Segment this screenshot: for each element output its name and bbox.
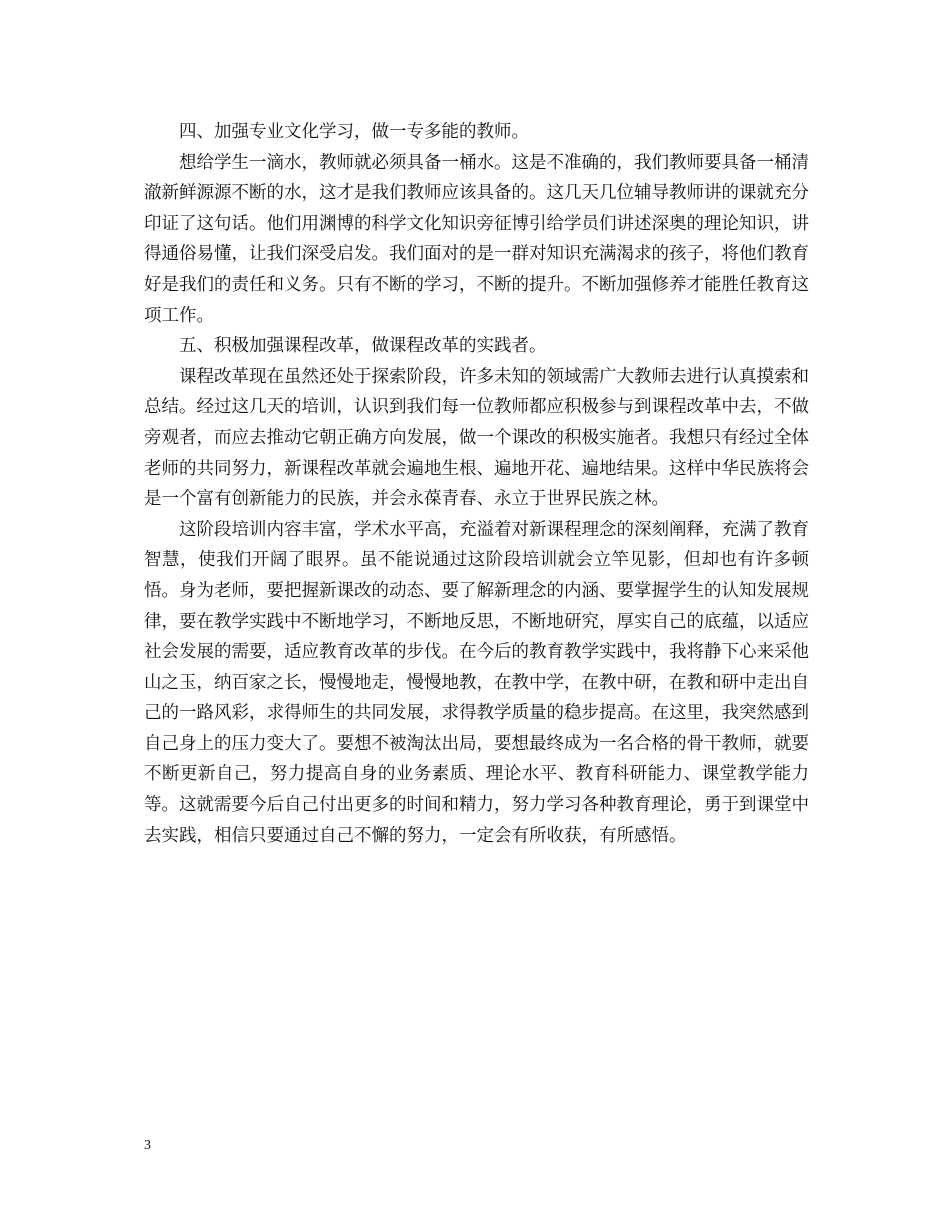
body-paragraph: 课程改革现在虽然还处于探索阶段，许多未知的领域需广大教师去进行认真摸索和总结。经过这几天的培训，认识到我们每一位教师都应积极参与到课程改革中去，不做旁观者，而应去推动它朝正确方向发展，做一个课改的积极实施者。我想只有经过全体老师的共同努力，新课程改革就会遍地生根、遍地开花、遍地结果。这样中华民族将会是一个富有创新能力的民族，并会永葆青春、永立于世界民族之林。 — [144, 366, 809, 510]
document-body — [144, 117, 809, 851]
page-number: 3 — [144, 1138, 151, 1153]
section-heading-five: 五、积极加强课程改革，做课程改革的实践者。 — [179, 336, 547, 357]
body-paragraph: 想给学生一滴水，教师就必须具备一桶水。这是不准确的，我们教师要具备一桶清澈新鲜源源不断的水，这才是我们教师应该具备的。这几天几位辅导教师讲的课就充分印证了这句话。他们用渊博的科学文化知识旁征博引给学员们讲述深奥的理论知识，讲得通俗易懂，让我们深受启发。我们面对的是一群对知识充满渴求的孩子，将他们教育好是我们的责任和义务。只有不断的学习，不断的提升。不断加强修养才能胜任教育这项工作。 — [144, 152, 809, 326]
section-heading-four: 四、加强专业文化学习，做一专多能的教师。 — [179, 122, 529, 142]
body-paragraph: 这阶段培训内容丰富，学术水平高，充溢着对新课程理念的深刻阐释，充满了教育智慧，使我们开阔了眼界。虽不能说通过这阶段培训就会立竿见影，但却也有许多顿悟。身为老师，要把握新课改的动态、要了解新理念的内涵、要掌握学生的认知发展规律，要在教学实践中不断地学习，不断地反思，不断地研究，厚实自己的底蕴，以适应社会发展的需要，适应教育改革的步伐。在今后的教育教学实践中，我将静下心来采他山之玉，纳百家之长，慢慢地走，慢慢地教，在教中学，在教中研，在教和研中走出自己的一路风彩，求得师生的共同发展，求得教学质量的稳步提高。在这里，我突然感到自己身上的压力变大了。要想不被淘汰出局，要想最终成为一名合格的骨干教师，就要不断更新自己，努力提高自身的业务素质、理论水平、教育科研能力、课堂教学能力等。这就需要今后自己付出更多的时间和精力，努力学习各种教育理论，勇于到课堂中去实践，相信只要通过自己不懈的努力，一定会有所收获，有所感悟。 — [144, 519, 809, 846]
